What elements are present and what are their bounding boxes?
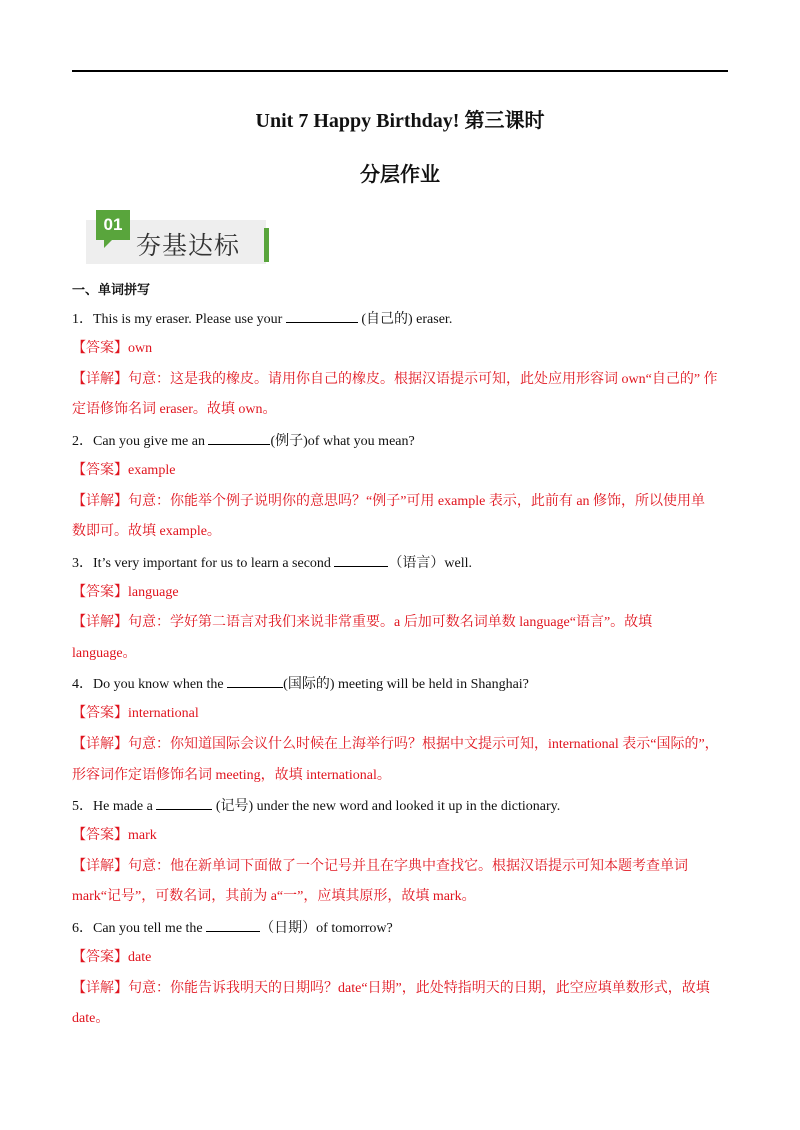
detail-3-line-1: 【详解】句意：学好第二语言对我们来说非常重要。a 后加可数名词单数 language“语言”。故填	[72, 615, 653, 630]
page-title: Unit 7 Happy Birthday! 第三课时	[255, 110, 545, 132]
question-number: 3．	[72, 556, 93, 571]
answer-4: 【答案】international	[72, 706, 199, 721]
question-text-before: Can you give me an	[93, 434, 209, 449]
answer-6: 【答案】date	[72, 950, 152, 965]
question-text-before: Can you tell me the	[93, 921, 207, 936]
question-text-before: This is my eraser. Please use your	[93, 312, 286, 327]
detail-2-line-2: 数即可。故填 example。	[72, 524, 221, 539]
question-text-after: (国际的) meeting will be held in Shanghai?	[283, 677, 529, 692]
detail-2-line-1: 【详解】句意：你能举个例子说明你的意思吗？“例子”可用 example 表示，此前有 an 修饰，所以使用单	[72, 494, 706, 509]
answer-blank[interactable]	[206, 917, 260, 932]
question-5	[72, 795, 560, 818]
detail-4-line-1: 【详解】句意：你知道国际会议什么时候在上海举行吗？根据中文提示可知，international 表示“国际的”，	[72, 737, 719, 752]
badge-label: 夯基达标	[136, 231, 241, 260]
detail-5-line-1: 【详解】句意：他在新单词下面做了一个记号并且在字典中查找它。根据汉语提示可知本题考查单词	[72, 859, 688, 874]
question-number: 2．	[72, 434, 93, 449]
question-text-before: He made a	[93, 799, 157, 814]
question-text-after: （日期）of tomorrow?	[260, 921, 393, 936]
detail-3-line-2: language。	[72, 646, 137, 661]
answer-blank[interactable]	[227, 673, 283, 688]
question-number: 5．	[72, 799, 93, 814]
badge-accent-bar	[264, 228, 269, 262]
answer-2: 【答案】example	[72, 463, 176, 478]
question-text-after: (自己的) eraser.	[357, 312, 453, 327]
detail-6-line-1: 【详解】句意：你能告诉我明天的日期吗？date“日期”，此处特指明天的日期，此空应填单数形式，故填	[72, 981, 710, 996]
question-text-before: It’s very important for us to learn a second	[93, 556, 335, 571]
answer-blank[interactable]	[208, 430, 270, 445]
question-text-after: （语言）well.	[388, 556, 473, 571]
question-6	[72, 917, 393, 940]
question-number: 6．	[72, 921, 93, 936]
question-1	[72, 308, 452, 331]
question-2	[72, 430, 415, 453]
detail-4-line-2: 形容词作定语修饰名词 meeting，故填 international。	[72, 768, 391, 783]
answer-blank[interactable]	[334, 552, 388, 567]
header-rule	[72, 70, 728, 72]
question-number: 4．	[72, 677, 93, 692]
question-text-after: (记号) under the new word and looked it up in the dictionary.	[212, 799, 561, 814]
detail-1-line-2: 定语修饰名词 eraser。故填 own。	[72, 402, 277, 417]
answer-blank[interactable]	[156, 795, 212, 810]
question-text-after: (例子)of what you mean?	[270, 434, 415, 449]
detail-1-line-1: 【详解】句意：这是我的橡皮。请用你自己的橡皮。根据汉语提示可知，此处应用形容词 own“自己的” 作	[72, 372, 718, 387]
section-badge	[86, 208, 276, 264]
question-4	[72, 673, 529, 696]
question-text-before: Do you know when the	[93, 677, 228, 692]
detail-6-line-2: date。	[72, 1011, 110, 1026]
answer-3: 【答案】language	[72, 585, 179, 600]
badge-number: 01	[96, 210, 130, 240]
answer-5: 【答案】mark	[72, 828, 157, 843]
question-number: 1．	[72, 312, 93, 327]
question-3	[72, 552, 472, 575]
answer-1: 【答案】own	[72, 341, 153, 356]
answer-blank[interactable]	[286, 308, 358, 323]
section-heading: 一、单词拼写	[72, 283, 151, 298]
page-subtitle: 分层作业	[360, 164, 440, 186]
detail-5-line-2: mark“记号”，可数名词，其前为 a“一”，应填其原形，故填 mark。	[72, 889, 476, 904]
